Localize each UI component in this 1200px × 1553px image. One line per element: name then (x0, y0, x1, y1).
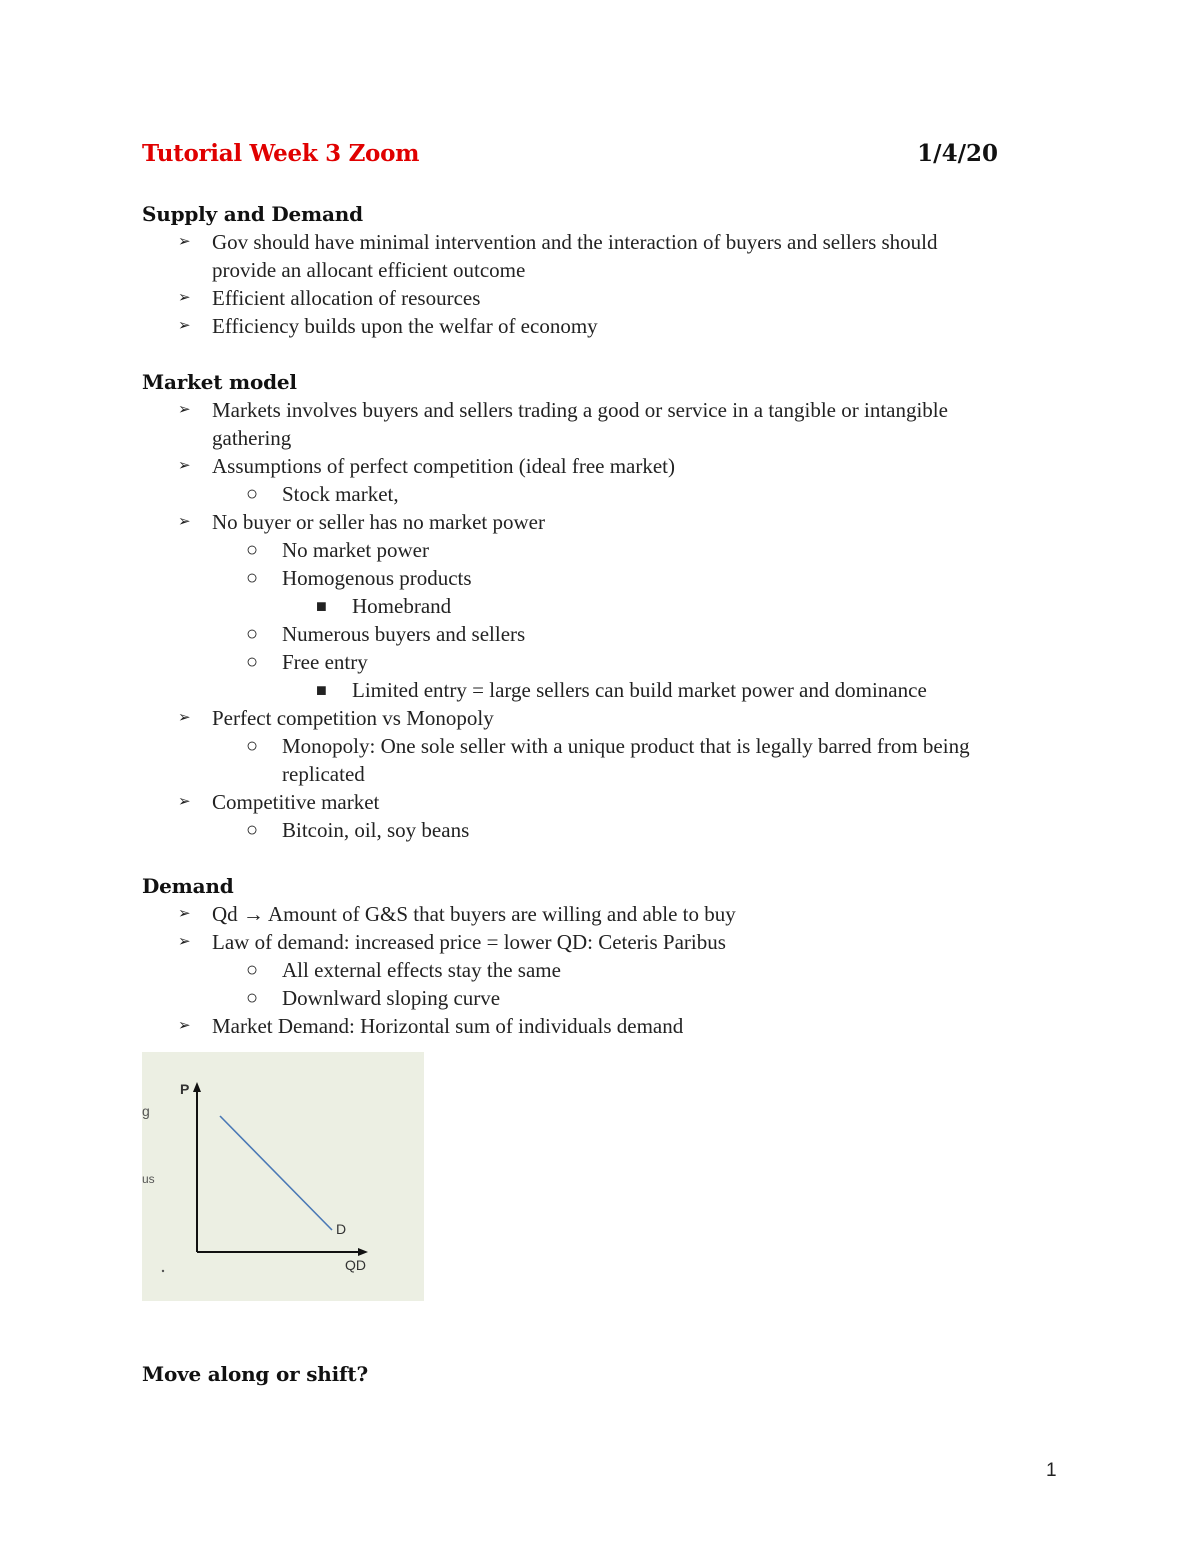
bullet-text: No buyer or seller has no market power (212, 510, 545, 534)
bullet-item-level-2 (142, 956, 1062, 984)
document-date: 1/4/20 (917, 140, 998, 167)
bullet-text: Markets involves buyers and sellers trading a good or service in a tangible or intangible (212, 398, 948, 422)
bullet-text: Efficient allocation of resources (212, 286, 481, 310)
section-heading: Demand (142, 874, 234, 898)
bullet-text: No market power (282, 538, 429, 562)
bullet-item-level-1 (142, 228, 1062, 256)
bullet-item-level-1 (142, 452, 1062, 480)
bullet-item-level-2 (142, 480, 1062, 508)
arrow-bullet-icon: ➢ (178, 1018, 191, 1034)
bullet-item-level-1 (142, 284, 1062, 312)
bullet-item-level-1 (142, 1012, 1062, 1040)
circle-bullet-icon: ○ (246, 623, 259, 645)
bullet-item-level-1 (142, 256, 1062, 284)
bullet-text: Law of demand: increased price = lower QD: Ceteris Paribus (212, 930, 726, 954)
circle-bullet-icon: ○ (246, 819, 259, 841)
bullet-item-level-1 (142, 928, 1062, 956)
bullet-text: Homebrand (352, 594, 452, 618)
bullet-text: Perfect competition vs Monopoly (212, 706, 494, 730)
arrow-bullet-icon: ➢ (178, 290, 191, 306)
section-gap (142, 844, 1062, 872)
circle-bullet-icon: ○ (246, 567, 259, 589)
bullet-text: replicated (282, 762, 365, 786)
bullet-item-level-1 (142, 312, 1062, 340)
bullet-item-level-2 (142, 536, 1062, 564)
x-axis-label: QD (345, 1257, 366, 1273)
bullet-list (142, 228, 1062, 340)
page-number: 1 (1046, 1460, 1057, 1481)
bullet-item-level-2 (142, 816, 1062, 844)
arrow-bullet-icon: ➢ (178, 234, 191, 250)
demand-curve-graph (142, 1052, 424, 1301)
notes-content (142, 200, 1062, 1040)
bullet-text: Free entry (282, 650, 368, 674)
bullet-text: provide an allocant efficient outcome (212, 258, 526, 282)
bullet-item-level-2 (142, 564, 1062, 592)
bullet-item-level-1 (142, 788, 1062, 816)
document-title: Tutorial Week 3 Zoom (142, 140, 420, 167)
circle-bullet-icon: ○ (246, 539, 259, 561)
bullet-list (142, 900, 1062, 1040)
bullet-item-level-1 (142, 424, 1062, 452)
move-along-or-shift-heading: Move along or shift? (142, 1362, 368, 1386)
square-bullet-icon: ■ (316, 596, 327, 616)
arrow-bullet-icon: ➢ (178, 458, 191, 474)
bullet-text: Bitcoin, oil, soy beans (282, 818, 470, 842)
section-heading: Market model (142, 370, 297, 394)
bullet-text: Assumptions of perfect competition (ideal free market) (212, 454, 676, 478)
edge-fragment-2: us (142, 1172, 155, 1186)
circle-bullet-icon: ○ (246, 483, 259, 505)
bullet-text: Efficiency builds upon the welfar of economy (212, 314, 598, 338)
arrow-bullet-icon: ➢ (178, 906, 191, 922)
y-axis-label: P (180, 1081, 190, 1097)
section-gap (142, 340, 1062, 368)
bullet-text: Competitive market (212, 790, 380, 814)
edge-fragment-1: g (142, 1103, 150, 1119)
section-heading: Supply and Demand (142, 202, 363, 226)
demand-curve-figure (142, 1052, 424, 1301)
bullet-text: Gov should have minimal intervention and the interaction of buyers and sellers should (212, 230, 938, 254)
bullet-item-level-1 (142, 704, 1062, 732)
bullet-text: Limited entry = large sellers can build market power and dominance (352, 678, 927, 702)
bullet-list (142, 396, 1062, 844)
circle-bullet-icon: ○ (246, 651, 259, 673)
bullet-item-level-2 (142, 760, 1062, 788)
bullet-text: Market Demand: Horizontal sum of individuals demand (212, 1014, 684, 1038)
arrow-bullet-icon: ➢ (178, 794, 191, 810)
arrow-bullet-icon: ➢ (178, 514, 191, 530)
demand-curve-label: D (336, 1221, 347, 1237)
bullet-text: Monopoly: One sole seller with a unique product that is legally barred from being (282, 734, 970, 758)
bullet-text: Qd → Amount of G&S that buyers are willing and able to buy (212, 902, 736, 926)
bullet-item-level-3 (142, 676, 1062, 704)
arrow-bullet-icon: ➢ (178, 402, 191, 418)
arrow-bullet-icon: ➢ (178, 934, 191, 950)
bullet-item-level-2 (142, 984, 1062, 1012)
bullet-text: All external effects stay the same (282, 958, 561, 982)
bullet-text: Downlward sloping curve (282, 986, 501, 1010)
circle-bullet-icon: ○ (246, 987, 259, 1009)
bullet-item-level-1 (142, 508, 1062, 536)
bullet-item-level-2 (142, 620, 1062, 648)
arrow-bullet-icon: ➢ (178, 710, 191, 726)
bullet-item-level-2 (142, 732, 1062, 760)
circle-bullet-icon: ○ (246, 735, 259, 757)
bullet-item-level-3 (142, 592, 1062, 620)
stray-dot (162, 1270, 164, 1272)
bullet-item-level-2 (142, 648, 1062, 676)
bullet-text: Numerous buyers and sellers (282, 622, 526, 646)
title-row (142, 140, 998, 172)
square-bullet-icon: ■ (316, 680, 327, 700)
arrow-bullet-icon: ➢ (178, 318, 191, 334)
bullet-text: Homogenous products (282, 566, 472, 590)
bullet-item-level-1 (142, 900, 1062, 928)
circle-bullet-icon: ○ (246, 959, 259, 981)
bullet-item-level-1 (142, 396, 1062, 424)
bullet-text: Stock market, (282, 482, 399, 506)
bullet-text: gathering (212, 426, 292, 450)
